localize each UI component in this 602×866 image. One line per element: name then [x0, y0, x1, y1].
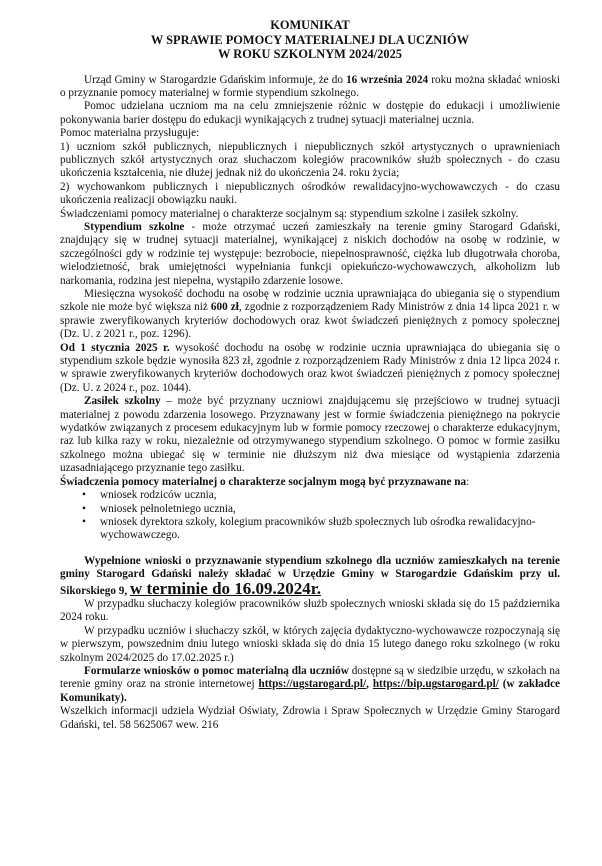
list-item: • wniosek rodziców ucznia, [100, 489, 560, 502]
list-item: • wniosek dyrektora szkoły, kolegium pracowników służb społecznych lub ośrodka rewalidacyjno-wychowawczego. [100, 516, 560, 543]
entitled-header: Pomoc materialna przysługuje: [60, 127, 200, 140]
entitled-item-1: 1) uczniom szkół publicznych, niepublicznych i niepublicznych szkół artystycznych o uprawnieniach publicznych szkół artystycznych oraz słuchaczom kolegiów pracowników służb społecznych - do czasu ukończenia kształcenia, nie dłużej jednak niż do ukończenia 24. roku życia; [60, 140, 560, 180]
intro-after: roku można składać wnioski o przyznanie pomocy materialnej w formie stypendium szkolnego. [60, 73, 560, 99]
submission-deadline: w terminie do 16.09.2024r. [129, 578, 322, 598]
purpose-paragraph: Pomoc udzielana uczniom ma na celu zmniejszenie różnic w dostępie do edukacji i umożliwienie pokonywania barier dostępu do edukacji wynikających z trudnej sytuacji materialnej ucznia. [60, 100, 560, 126]
submission-text: Wypełnione wnioski o przyznawanie stypendium szkolnego dla uczniów zamieszkałych na terenie gminy Starogard Gdański należy składać w Urzędzie Gminy w Starogardzie Gdańskim przy ul. Sikorskiego 9, [60, 554, 560, 597]
ugstarogard-link[interactable]: https://ugstarogard.pl/ [258, 678, 367, 691]
from-2025-text: wysokość dochodu na osobę w rodzinie ucznia uprawniająca do ubiegania się o stypendium szkole będzie wynosiła 823 zł, zgodnie z rozporządzeniem Rady Ministrów z dnia 12 lipca 2024 r. w sprawie zweryfikowanych kryteriów dochodowych oraz kwot świadczeń pieniężnych z pomocy społecznej (Dz. U. z 2024 r., poz. 1044). [60, 341, 561, 394]
intro-date: 16 września 2024 [346, 73, 429, 86]
intro-before: Urząd Gminy w Starogardzie Gdańskim informuje, że do [84, 73, 347, 86]
announcement-page [60, 18, 560, 732]
bip-ugstarogard-link[interactable]: https://bip.ugstarogard.pl/ [372, 678, 499, 691]
title-line-3: W ROKU SZKOLNYM 2024/2025 [218, 47, 402, 61]
forms-paragraph [60, 665, 560, 705]
contact-paragraph: Wszelkich informacji udziela Wydział Oświaty, Zdrowia i Spraw Społecznych w Urzędzie Gminy Starogard Gdański, tel. 58 5625067 wew. 216 [60, 705, 560, 731]
title-line-2: W SPRAWIE POMOCY MATERIALNEJ DLA UCZNIÓW [150, 32, 470, 47]
from-2025-paragraph [60, 342, 560, 396]
granted-header [60, 476, 560, 489]
income-limit-amount: 600 zł [210, 301, 239, 314]
income-limit-after: , zgodnie z rozporządzeniem Rady Ministrów z dnia 14 lipca 2021 r. w sprawie zweryfikowanych kryteriów dochodowych oraz kwot świadczeń pieniężnych z pomocy społecznej (Dz. U. z 2021 r., poz. 1296). [60, 301, 560, 341]
title-block [60, 18, 560, 62]
granted-header-colon: : [466, 475, 470, 488]
granted-header-text: Świadczenia pomocy materialnej o charakterze socjalnym mogą być przyznawane na [60, 475, 467, 488]
income-limit-before: Miesięczna wysokość dochodu na osobę w rodzinie ucznia uprawniająca do ubiegania się o stypendium szkole nie może być większa niż [60, 288, 560, 314]
forms-tail: (w zakładce Komunikaty). [60, 678, 561, 704]
section-spacer [60, 543, 560, 555]
submission-paragraph [60, 555, 560, 598]
entitled-item-2: 2) wychowankom publicznych i niepublicznych ośrodków rewalidacyjno-wychowawczych - do czasu ukończenia realizacji obowiązku nauki. [60, 180, 560, 207]
forms-middle: dostępne są w siedzibie urzędu, w szkołach na terenie gminy oraz na stronie internetowej [60, 664, 560, 691]
list-item: • wniosek pełnoletniego ucznia, [100, 503, 560, 516]
intro-paragraph [60, 74, 560, 101]
scholarship-term: Stypendium szkolne [84, 220, 185, 233]
income-limit-paragraph [60, 288, 560, 342]
late-start-paragraph: W przypadku uczniów i słuchaczy szkół, w których zajęcia dydaktyczno-wychowawcze rozpoczynają się w pierwszym, powszednim dniu lutego wnioski składa się do dnia 15 lutego danego roku szkolnego (w roku szkolnym 2024/2025 do 17.02.2025 r.) [60, 624, 560, 664]
allowance-text: – może być przyznany uczniowi znajdującemu się przejściowo w trudnej sytuacji materialnej z powodu zdarzenia losowego. Przyznawany jest w formie świadczenia pieniężnego na pokrycie wydatków związanych z procesem edukacyjnym lub w formie pomocy rzeczowej o charakterze edukacyjnym, raz lub kilka razy w roku, niezależnie od otrzymywanego stypendium szkolnego. O pomoc w formie zasiłku szkolnego można ubiegać się w terminie nie dłuższym niż dwa miesiące od wystąpienia zdarzenia uzasadniającego przyznanie tego zasiłku. [60, 395, 560, 475]
from-2025-lead: Od 1 stycznia 2025 r. [60, 341, 170, 354]
allowance-term: Zasiłek szkolny [84, 395, 161, 408]
forms-link-separator: , [366, 678, 373, 691]
college-paragraph: W przypadku słuchaczy kolegiów pracowników służb społecznych wnioski składa się do 15 października 2024 roku. [60, 597, 560, 624]
benefits-paragraph: Świadczeniami pomocy materialnej o charakterze socjalnym są: stypendium szkolne i zasiłek szkolny. [60, 207, 519, 220]
granted-list [60, 489, 560, 543]
scholarship-text: - może otrzymać uczeń zamieszkały na terenie gminy Starogard Gdański, znajdujący się w trudnej sytuacji materialnej, wynikającej z niskich dochodów na osobę w rodzinie, w szczególności gdy w rodzinie tej występuje: bezrobocie, niepełnosprawność, ciężka lub długotrwała choroba, wielodzietność, brak umiejętności wypełniania funkcji opiekuńczo-wychowawczych, alkoholizm lub narkomania, rodzina jest niepełna, wystąpiło zdarzenie losowe. [60, 220, 560, 287]
scholarship-paragraph [60, 221, 560, 288]
allowance-paragraph [60, 395, 560, 475]
title-line-1: KOMUNIKAT [270, 18, 350, 32]
forms-lead: Formularze wniosków o pomoc materialną dla uczniów [84, 664, 349, 677]
